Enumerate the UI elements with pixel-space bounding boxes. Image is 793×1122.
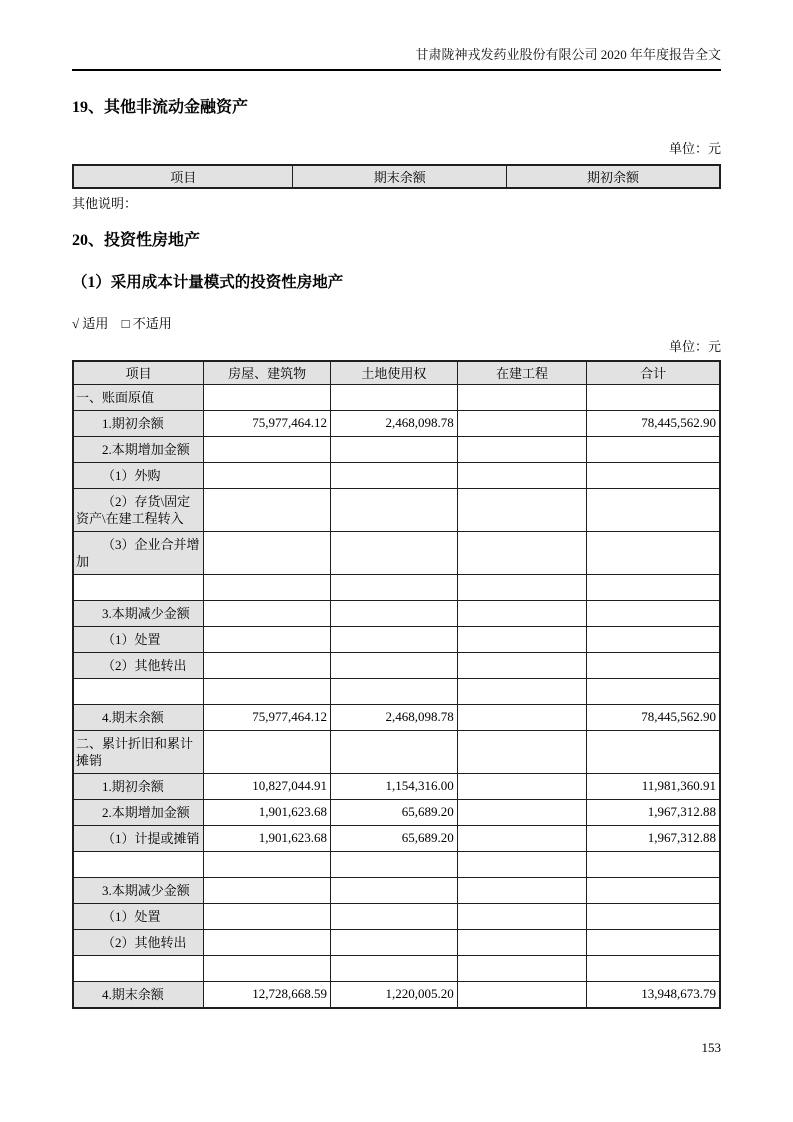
row-label: （1）处置 — [73, 626, 204, 652]
table-row-empty — [73, 851, 720, 877]
row-label: 二、累计折旧和累计摊销 — [73, 730, 204, 773]
cell-value: 65,689.20 — [330, 825, 457, 851]
row-label — [73, 574, 204, 600]
cell-value — [204, 955, 331, 981]
unit-row-section19 — [72, 140, 721, 158]
cell-value: 12,728,668.59 — [204, 981, 331, 1008]
investment-property-table — [72, 360, 721, 1009]
applicability-line — [72, 315, 721, 333]
cell-value — [204, 626, 331, 652]
row-label: 4.期末余额 — [73, 981, 204, 1008]
cell-value — [204, 678, 331, 704]
table-row — [73, 903, 720, 929]
row-label: 1.期初余额 — [73, 410, 204, 436]
table-row — [73, 600, 720, 626]
cell-value — [587, 678, 720, 704]
cell-value: 11,981,360.91 — [587, 773, 720, 799]
table-row — [73, 704, 720, 730]
cell-value — [587, 600, 720, 626]
cell-value — [204, 652, 331, 678]
row-label: 3.本期减少金额 — [73, 600, 204, 626]
table-row — [73, 825, 720, 851]
cell-value — [457, 704, 586, 730]
cell-value — [204, 929, 331, 955]
table-row — [73, 877, 720, 903]
cell-value — [587, 626, 720, 652]
cell-value — [330, 574, 457, 600]
cell-value — [204, 488, 331, 531]
section20-subtitle: （1）采用成本计量模式的投资性房地产 — [72, 274, 344, 291]
cell-value — [587, 531, 720, 574]
cell-value: 1,901,623.68 — [204, 825, 331, 851]
table-row — [73, 652, 720, 678]
cell-value: 65,689.20 — [330, 799, 457, 825]
cell-value — [330, 955, 457, 981]
cell-value — [457, 929, 586, 955]
cell-value — [457, 600, 586, 626]
not-applicable-option: □ 不适用 — [121, 316, 172, 331]
cell-value — [587, 929, 720, 955]
cell-value — [204, 436, 331, 462]
other-note-label: 其他说明： — [72, 196, 138, 211]
header-rule — [72, 69, 721, 71]
table-row — [73, 436, 720, 462]
cell-value — [457, 955, 586, 981]
page-number: 153 — [701, 1040, 721, 1055]
cell-value: 78,445,562.90 — [587, 410, 720, 436]
column-header-land-use-rights: 土地使用权 — [330, 361, 457, 384]
applicable-option: √ 适用 — [72, 316, 109, 331]
cell-value — [457, 436, 586, 462]
cell-value — [330, 903, 457, 929]
cell-value — [204, 903, 331, 929]
cell-value — [587, 955, 720, 981]
cell-value — [457, 825, 586, 851]
cell-value — [457, 410, 586, 436]
cell-value — [457, 626, 586, 652]
document-header-title: 甘肃陇神戎发药业股份有限公司 2020 年年度报告全文 — [415, 47, 721, 62]
column-header-buildings: 房屋、建筑物 — [204, 361, 331, 384]
cell-value — [587, 384, 720, 410]
section20-title: 20、投资性房地产 — [72, 232, 201, 249]
cell-value: 10,827,044.91 — [204, 773, 331, 799]
cell-value — [204, 574, 331, 600]
other-noncurrent-financial-assets-table — [72, 164, 721, 189]
cell-value — [457, 877, 586, 903]
cell-value — [330, 929, 457, 955]
cell-value — [457, 488, 586, 531]
table-header-row — [73, 165, 720, 188]
cell-value — [330, 851, 457, 877]
cell-value — [330, 531, 457, 574]
cell-value: 2,468,098.78 — [330, 704, 457, 730]
table-row-empty — [73, 574, 720, 600]
table-row — [73, 462, 720, 488]
row-label: 4.期末余额 — [73, 704, 204, 730]
cell-value — [330, 600, 457, 626]
row-label: （2）存货\固定资产\在建工程转入 — [73, 488, 204, 531]
table-row-empty — [73, 955, 720, 981]
row-label: 一、账面原值 — [73, 384, 204, 410]
table-row — [73, 410, 720, 436]
cell-value — [587, 877, 720, 903]
column-header-construction-in-progress: 在建工程 — [457, 361, 586, 384]
cell-value — [204, 730, 331, 773]
cell-value: 75,977,464.12 — [204, 704, 331, 730]
cell-value: 75,977,464.12 — [204, 410, 331, 436]
cell-value — [457, 981, 586, 1008]
column-header-item: 项目 — [73, 165, 293, 188]
table-row — [73, 626, 720, 652]
cell-value: 1,154,316.00 — [330, 773, 457, 799]
cell-value — [457, 851, 586, 877]
cell-value — [330, 652, 457, 678]
cell-value — [587, 574, 720, 600]
cell-value — [457, 903, 586, 929]
cell-value — [587, 652, 720, 678]
cell-value — [587, 851, 720, 877]
cell-value — [457, 773, 586, 799]
row-label — [73, 851, 204, 877]
row-label: （2）其他转出 — [73, 652, 204, 678]
cell-value — [457, 652, 586, 678]
row-label: （1）外购 — [73, 462, 204, 488]
row-label: 2.本期增加金额 — [73, 436, 204, 462]
row-label — [73, 955, 204, 981]
cell-value: 1,967,312.88 — [587, 825, 720, 851]
row-label — [73, 678, 204, 704]
unit-row-section20 — [72, 338, 721, 356]
table-row-empty — [73, 678, 720, 704]
table-row — [73, 929, 720, 955]
cell-value — [457, 574, 586, 600]
cell-value — [330, 436, 457, 462]
table-row — [73, 384, 720, 410]
cell-value — [587, 903, 720, 929]
cell-value — [457, 462, 586, 488]
cell-value — [204, 531, 331, 574]
cell-value — [330, 384, 457, 410]
column-header-total: 合计 — [587, 361, 720, 384]
table-row — [73, 773, 720, 799]
row-label: （3）企业合并增加 — [73, 531, 204, 574]
row-label: （1）计提或摊销 — [73, 825, 204, 851]
cell-value — [204, 851, 331, 877]
table-row — [73, 488, 720, 531]
cell-value — [330, 488, 457, 531]
cell-value: 1,220,005.20 — [330, 981, 457, 1008]
table-row — [73, 981, 720, 1008]
cell-value: 1,901,623.68 — [204, 799, 331, 825]
cell-value — [457, 730, 586, 773]
row-label: 2.本期增加金额 — [73, 799, 204, 825]
cell-value — [330, 730, 457, 773]
column-header-ending-balance: 期末余额 — [293, 165, 507, 188]
cell-value — [457, 531, 586, 574]
cell-value — [457, 678, 586, 704]
column-header-item: 项目 — [73, 361, 204, 384]
cell-value — [587, 462, 720, 488]
table-row — [73, 799, 720, 825]
cell-value — [204, 384, 331, 410]
cell-value — [587, 730, 720, 773]
cell-value — [457, 384, 586, 410]
cell-value: 13,948,673.79 — [587, 981, 720, 1008]
row-label: （2）其他转出 — [73, 929, 204, 955]
cell-value — [587, 488, 720, 531]
cell-value — [330, 626, 457, 652]
row-label: 1.期初余额 — [73, 773, 204, 799]
cell-value — [204, 877, 331, 903]
cell-value — [457, 799, 586, 825]
cell-value — [330, 877, 457, 903]
table-row — [73, 730, 720, 773]
cell-value: 78,445,562.90 — [587, 704, 720, 730]
unit-label-section20: 单位：元 — [668, 339, 721, 354]
row-label: （1）处置 — [73, 903, 204, 929]
cell-value — [330, 462, 457, 488]
table-header-row — [73, 361, 720, 384]
cell-value: 1,967,312.88 — [587, 799, 720, 825]
section19-title: 19、其他非流动金融资产 — [72, 99, 249, 116]
cell-value — [204, 462, 331, 488]
investment-property-table-body — [73, 384, 720, 1008]
cell-value — [330, 678, 457, 704]
table-row — [73, 531, 720, 574]
cell-value — [204, 600, 331, 626]
row-label: 3.本期减少金额 — [73, 877, 204, 903]
cell-value: 2,468,098.78 — [330, 410, 457, 436]
column-header-beginning-balance: 期初余额 — [506, 165, 720, 188]
unit-label-section19: 单位：元 — [668, 141, 721, 156]
cell-value — [587, 436, 720, 462]
